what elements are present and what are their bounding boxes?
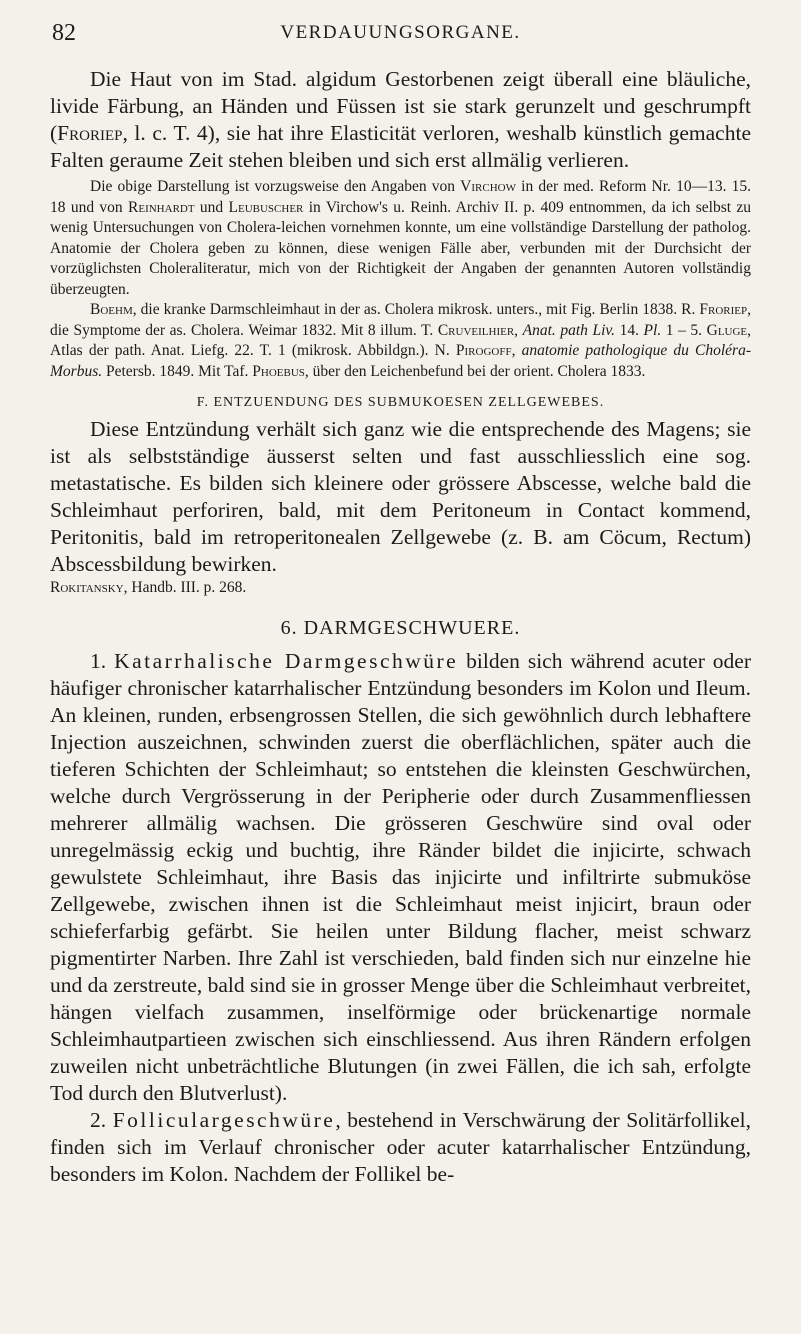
author-name: Rokitansky (50, 579, 124, 596)
text-segment: , die Symptome der as. Cholera. Weimar 1832. Mit 8 illum. T. (50, 301, 751, 339)
paragraph-follicular-ulcers (50, 1107, 751, 1188)
work-title: Anat. path Liv. (522, 321, 616, 339)
page-body (50, 66, 751, 1188)
text-segment: 1 – 5. (661, 321, 707, 339)
text-segment: , Handb. III. p. 268. (123, 579, 247, 596)
spaced-term: Katarrhalische Darmgeschwüre (114, 648, 459, 673)
author-name: Phoebus (252, 362, 305, 380)
text-segment: Die Haut von im Stad. algidum Gestorbenen zeigt überall eine bläuliche, livide Färbung, an Händen und Füssen ist sie stark gerunzelt und geschrumpft ( (50, 67, 751, 145)
subsection-heading: F. ENTZUENDUNG DES SUBMUKOESEN ZELLGEWEBES. (196, 395, 605, 410)
author-name: Leubuscher (228, 198, 304, 216)
text-segment: , Atlas der path. Anat. Liefg. 22. T. 1 (mikrosk. Abbildgn.). N. (50, 321, 752, 359)
section-heading: 6. DARMGESCHWUERE. (280, 616, 521, 639)
author-name: Froriep (699, 301, 748, 318)
running-title: VERDAUUNGSORGANE. (280, 22, 521, 43)
footnote-sources (50, 177, 751, 300)
item-number: 2. (90, 1107, 113, 1132)
author-name: Boehm (90, 301, 133, 318)
author-name: Reinhardt (128, 198, 195, 216)
text-segment: und (194, 198, 229, 216)
text-segment: , (514, 321, 523, 339)
text-segment: in Virchow's u. Reinh. Archiv II. p. 409 entnommen, da ich selbst zu wenig Untersuchungen von Cholera-leichen vornehmen konnte, um eine vollständige Darstellung der patholog. Anatomie der Cholera geben zu können, diese wenigen Fälle aber, verbunden mit der Durchsicht der vorzüglichsten Choleraliteratur, mich von der Richtigkeit der Angaben der genannten Autoren vollständig überzeugten. (50, 198, 752, 298)
text-segment: , die kranke Darmschleimhaut in der as. Cholera mikrosk. unters., mit Fig. Berlin 1838. R. (132, 301, 700, 318)
text-segment: Petersb. 1849. Mit Taf. (102, 362, 253, 380)
text-segment: , bestehend in Verschwärung der Solitärfollikel, finden sich im Verlauf chronischer oder acuter katarrhalischer Entzündung, besonders im Kolon. Nachdem der Follikel be- (50, 1107, 752, 1186)
author-name: Cruveilhier (437, 321, 515, 339)
work-title: anatomie pathologique du Choléra-Morbus. (50, 342, 751, 380)
work-title: Pl. (643, 321, 662, 339)
text-segment: in der med. Reform Nr. 10—13. 15. 18 und von (50, 178, 751, 216)
text-segment: , l. c. T. 4), sie hat ihre Elasticität verloren, weshalb künstlich gemachte Falten geraume Zeit stehen bleiben und sich erst allmälig verlieren. (50, 121, 751, 172)
paragraph-inflammation (50, 416, 751, 578)
paragraph-skin (50, 66, 751, 174)
spaced-term: Folliculargeschwüre (112, 1107, 336, 1132)
footnote-literature (50, 300, 751, 382)
author-name: Virchow (460, 178, 516, 195)
text-segment: , (511, 342, 522, 359)
page-header (52, 20, 749, 50)
author-name: Froriep (57, 121, 123, 145)
text-segment: Die obige Darstellung ist vorzugsweise den Angaben von (90, 178, 461, 195)
paragraph-catarrhal-ulcers (50, 648, 751, 1107)
page-number: 82 (52, 20, 76, 46)
text-segment: 14. (615, 321, 644, 339)
author-name: Gluge (706, 321, 748, 339)
text-segment: bilden sich während acuter oder häufiger chronischer katarrhalischer Entzündung besonders im Kolon und Ileum. An kleinen, runden, erbsengrossen Stellen, die sich gewöhnlich durch lebhaftere Injection auszeichnen, schwinden zuerst die oberflächlichen, später auch die tieferen Schichten der Schleimhaut; so entstehen die kleinsten Geschwürchen, welche durch Vergrösserung in der Peripherie oder durch Zusammenfliessen mehrerer allmälig wachsen. Die grösseren Geschwüre sind oval oder unregelmässig eckig und buchtig, ihre Ränder bildet die injicirte, schwach gewulstete Schleimhaut, ihre Basis das injicirte und infiltrirte submuköse Zellgewebe, zwischen ihnen ist die Schleimhaut meist injicirt, braun oder schieferfarbig gefärbt. Sie heilen unter Bildung flacher, meist schwarz pigmentirter Narben. Ihre Zahl ist verschieden, bald finden sich nur einzelne hie und da zerstreute, bald sind sie in grosser Menge über die Schleimhaut verbreitet, hängen vielfach zusammen, inselförmige oder brückenartige normale Schleimhautpartieen zwischen sich einschliessend. Aus ihren Rändern erfolgen zuweilen nicht unbeträchtliche Blutungen (in zwei Fällen, die ich sah, erfolgte Tod durch den Blutverlust). (50, 648, 752, 1105)
text-segment: , über den Leichenbefund bei der orient. Cholera 1833. (304, 362, 646, 380)
reference-line (50, 578, 751, 599)
item-number: 1. (90, 648, 115, 673)
text-segment: Diese Entzündung verhält sich ganz wie die entsprechende des Magens; sie ist als selbstständige äusserst selten und fast ausschliesslich eine sog. metastatische. Es bilden sich kleinere oder grössere Abscesse, welche bald die Schleimhaut perforiren, bald, mit dem Peritoneum in Contact kommend, Peritonitis, bald im retroperitonealen Zellgewebe (z. B. am Cöcum, Rectum) Abscessbildung bewirken. (50, 417, 751, 576)
author-name: Pirogoff (455, 342, 512, 359)
